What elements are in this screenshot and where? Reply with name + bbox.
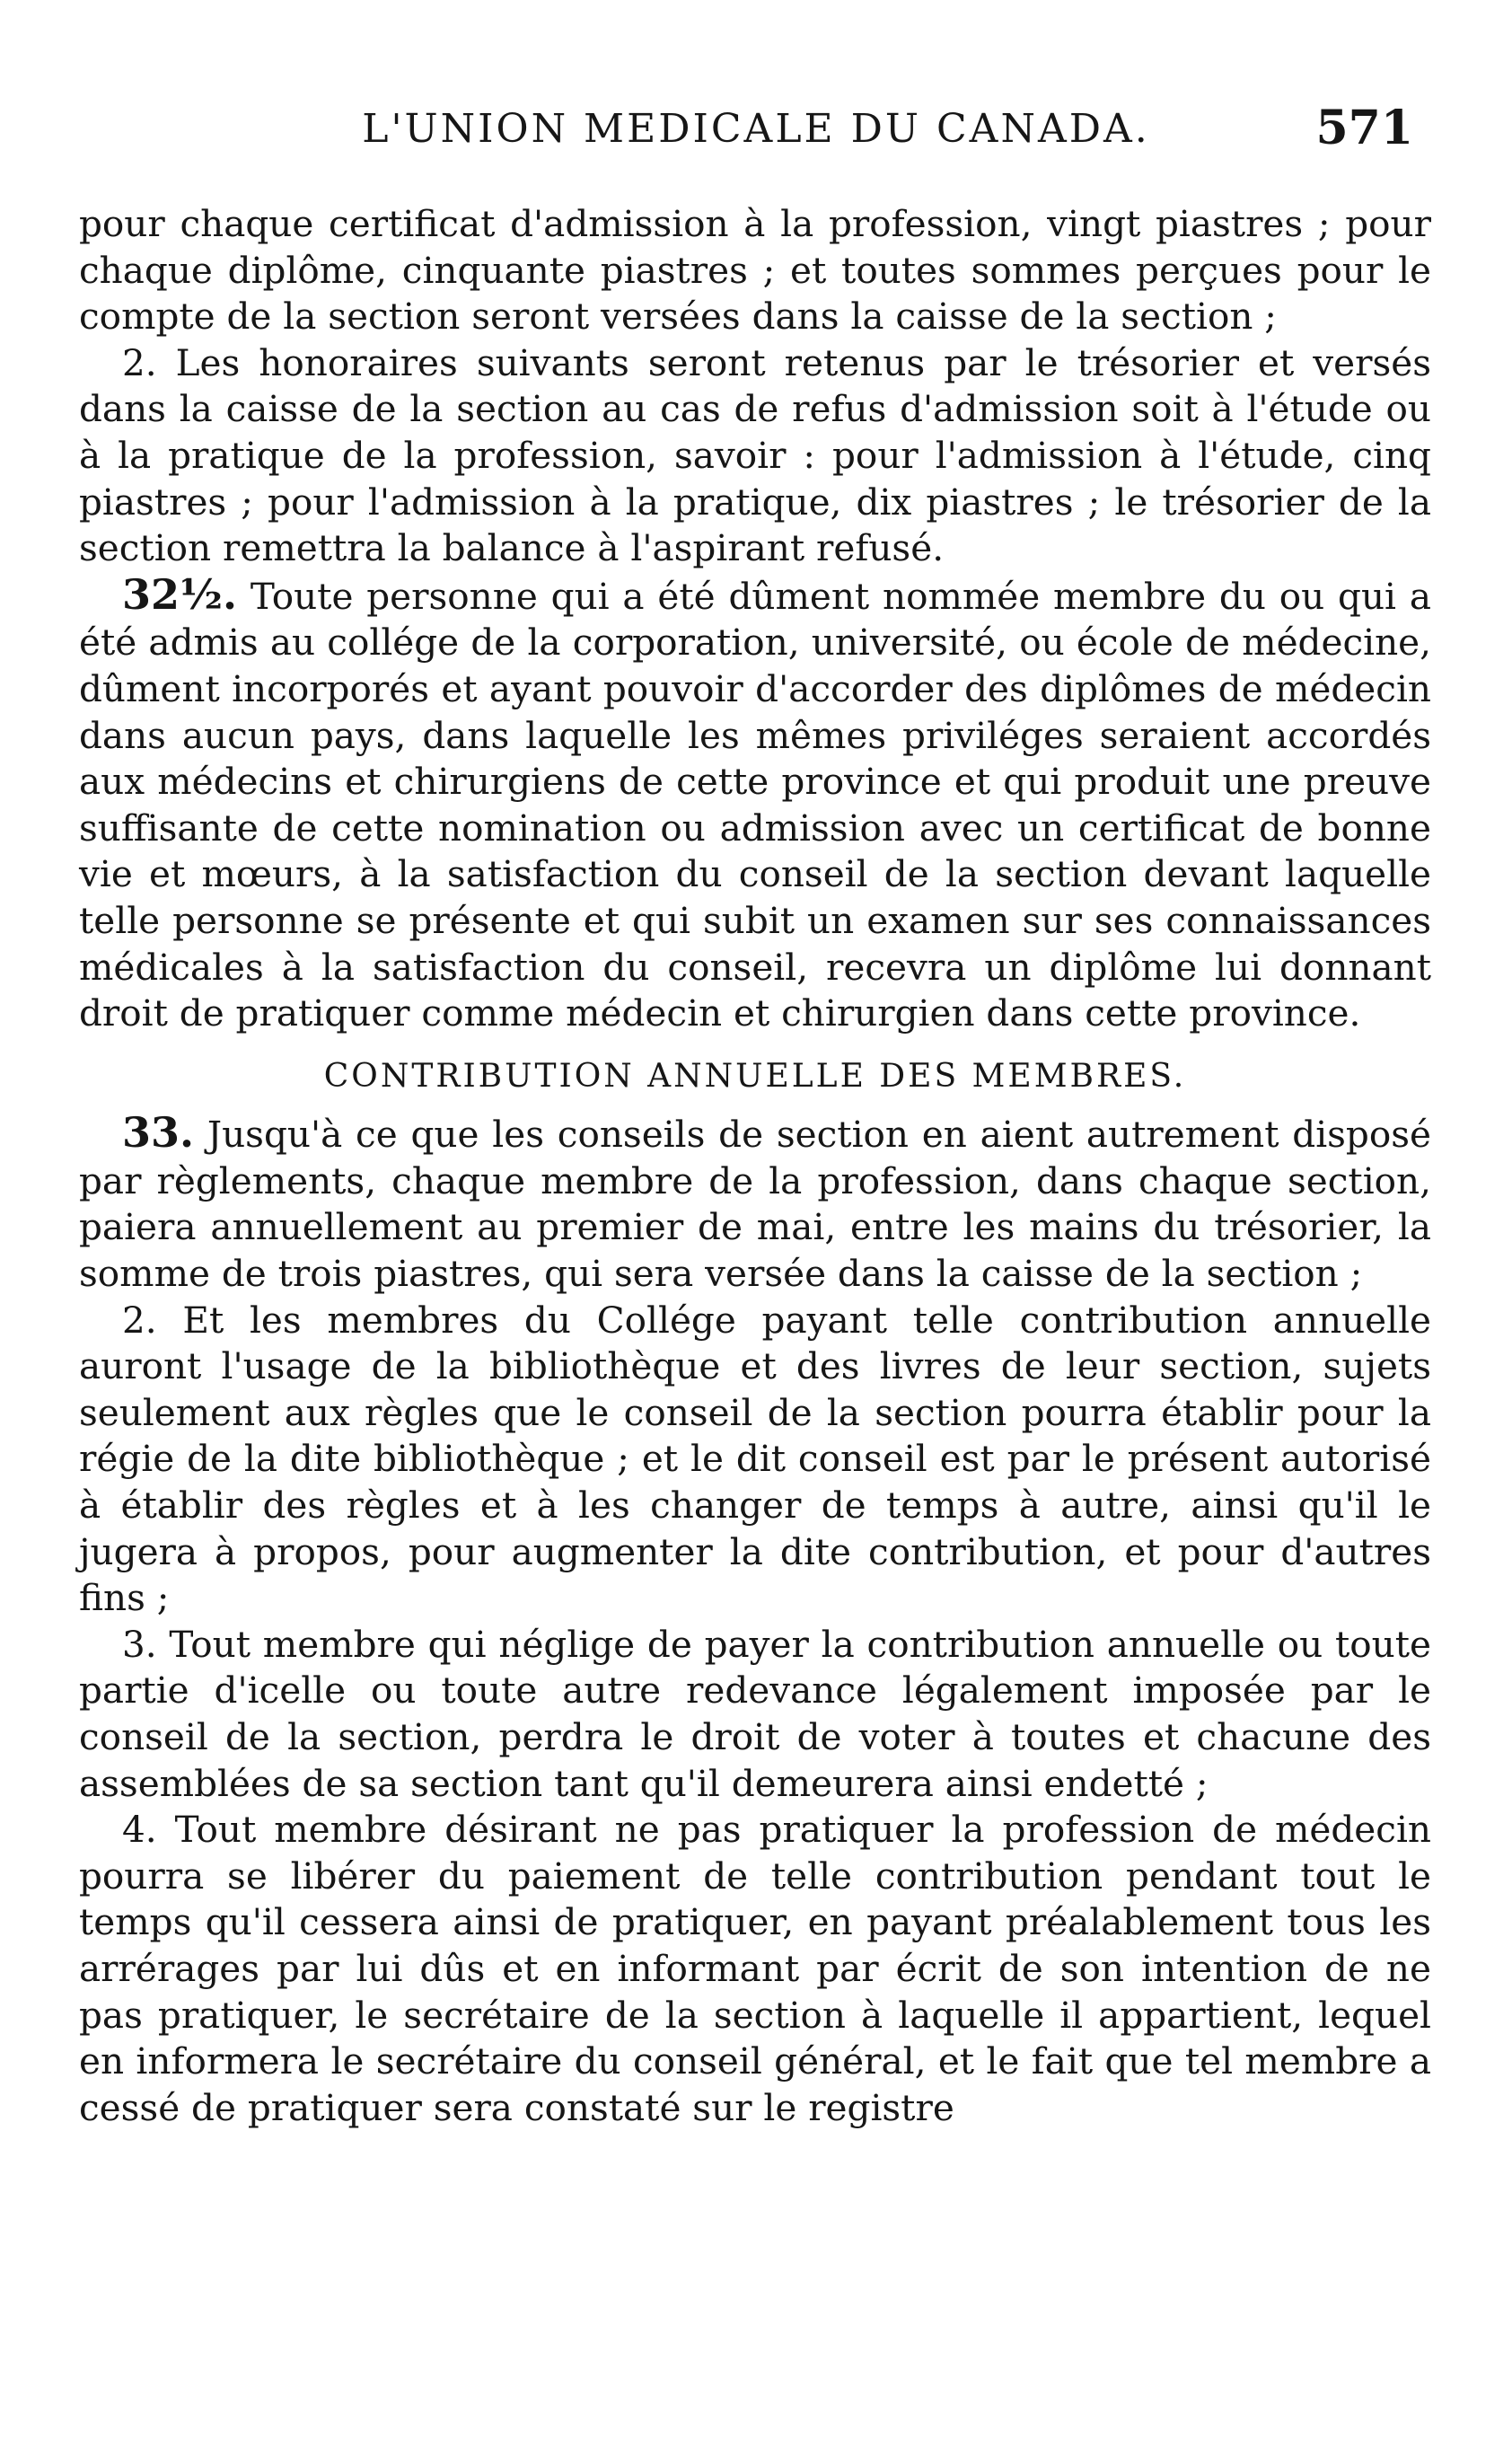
paragraph-text: Jusqu'à ce que les conseils de section en aient autrement disposé par règlements, chaque membre de la profession, dans chaque section, paiera annuellement au premier de mai, entre les mains du trésorier, la somme de trois piastres, qui sera versée dans la caisse de la section ; xyxy=(79,1113,1431,1296)
section-heading: CONTRIBUTION ANNUELLE DES MEMBRES. xyxy=(323,1057,1187,1095)
paragraph-article-33 xyxy=(79,1110,1431,1297)
paragraph-continuation xyxy=(79,201,1431,340)
paragraph-text: 2. Et les membres du Collége payant telle contribution annuelle auront l'usage de la bibliothèque et des livres de leur section, sujets seulement aux règles que le conseil de la section pourra établir pour la régie de la dite bibliothèque ; et le dit conseil est par le présent autorisé à établir des règles et à les changer de temps à autre, ainsi qu'il le jugera à propos, pour augmenter la dite contribution, et pour d'autres fins ; xyxy=(79,1298,1431,1620)
page-number: 571 xyxy=(1315,101,1413,155)
article-number: 33. xyxy=(122,1108,195,1158)
paragraph-subsection-2 xyxy=(79,1298,1431,1622)
paragraph-text: 2. Les honoraires suivants seront retenus par le trésorier et versés dans la caisse de la section au cas de refus d'admission soit à l'étude ou à la pratique de la profession, savoir : pour l'admission à l'étude, cinq piastres ; pour l'admission à la pratique, dix piastres ; le trésorier de la section remettra la balance à l'aspirant refusé. xyxy=(79,340,1431,570)
body-text xyxy=(79,201,1431,2131)
running-title: L'UNION MEDICALE DU CANADA. xyxy=(362,106,1150,152)
paragraph-text: 4. Tout membre désirant ne pas pratiquer la profession de médecin pourra se libérer du paiement de telle contribution pendant tout le temps qu'il cessera ainsi de pratiquer, en payant préalablement tous les arrérages par lui dûs et en informant par écrit de son intention de ne pas pratiquer, le secrétaire de la section à laquelle il appartient, lequel en informera le secrétaire du conseil général, et le fait que tel membre a cessé de pratiquer sera constaté sur le registre xyxy=(79,1808,1431,2129)
paragraph-text: pour chaque certificat d'admission à la profession, vingt piastres ; pour chaque diplôme, cinquante piastres ; et toutes sommes perçues pour le compte de la section seront versées dans la caisse de la section ; xyxy=(79,202,1431,339)
paragraph-subsection-2 xyxy=(79,340,1431,572)
paragraph-subsection-3 xyxy=(79,1622,1431,1807)
paragraph-text: 3. Tout membre qui néglige de payer la contribution annuelle ou toute partie d'icelle ou toute autre redevance légalement imposée par le conseil de la section, perdra le droit de voter à toutes et chacune des assemblées de sa section tant qu'il demeurera ainsi endetté ; xyxy=(79,1622,1431,1805)
paragraph-text: Toute personne qui a été dûment nommée membre du ou qui a été admis au collége de la corporation, université, ou école de médecine, dûment incorporés et ayant pouvoir d'accorder des diplômes de médecin dans aucun pays, dans laquelle les mêmes priviléges seraient accordés aux médecins et chirurgiens de cette province et qui produit une preuve suffisante de cette nomination ou admission avec un certificat de bonne vie et mœurs, à la satisfaction du conseil de la section devant laquelle telle personne se présente et qui subit un examen sur ses connaissances médicales à la satisfaction du conseil, recevra un diplôme lui donnant droit de pratiquer comme médecin et chirurgien dans cette province. xyxy=(79,574,1431,1035)
paragraph-subsection-4 xyxy=(79,1807,1431,2131)
paragraph-article-32-half xyxy=(79,569,1431,1037)
article-number: 32½. xyxy=(122,569,238,619)
running-head xyxy=(0,101,1512,160)
